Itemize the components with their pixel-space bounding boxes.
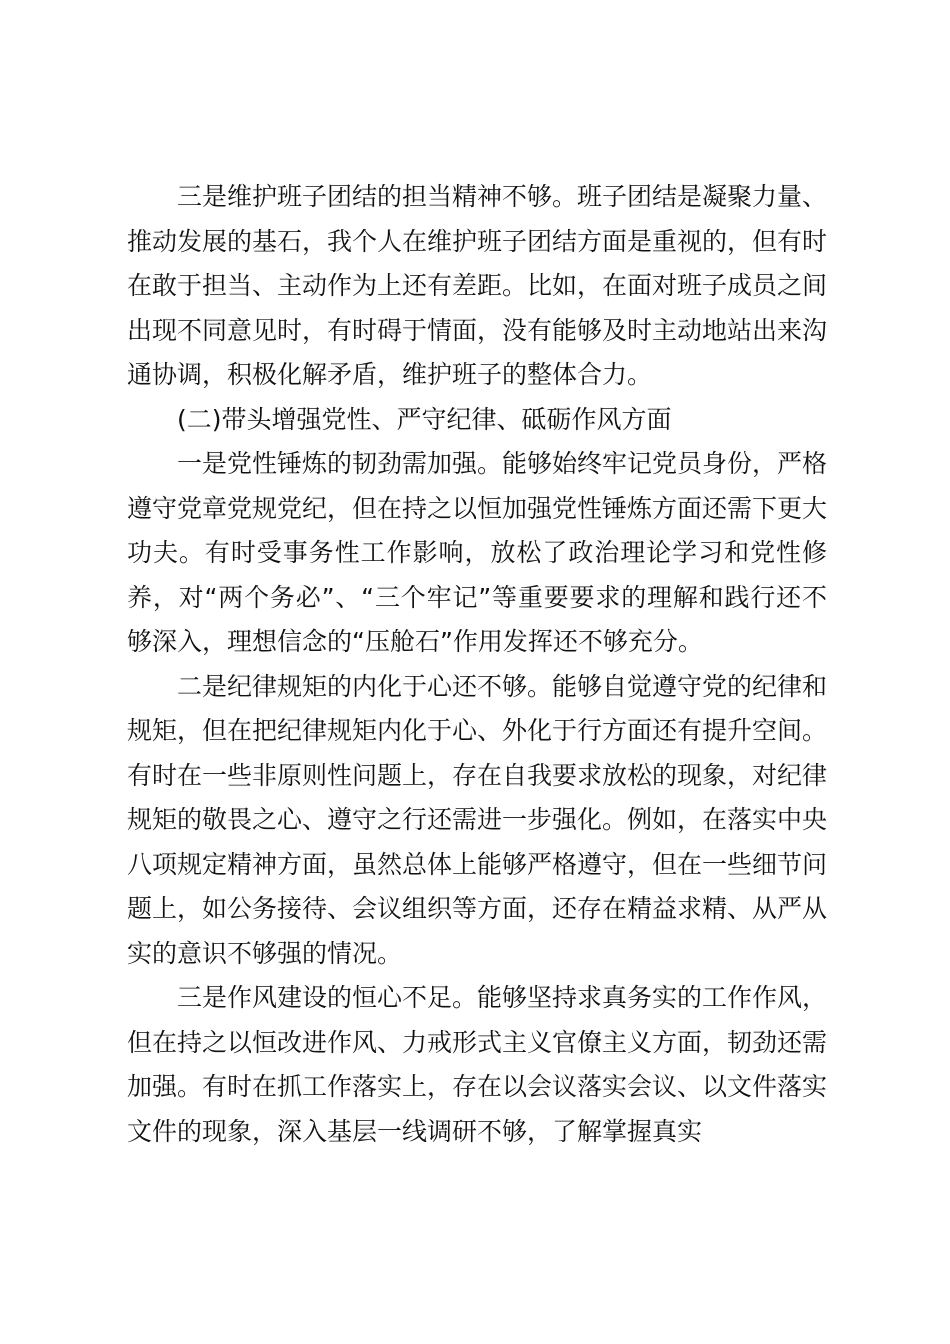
section-heading: (二)带头增强党性、严守纪律、砥砺作风方面 xyxy=(177,404,672,434)
paragraph-jilv: 二是纪律规矩的内化于心还不够。能够自觉遵守党的纪律和规矩，但在把纪律规矩内化于心、外化于行方面还有提升空间。有时在一些非原则性问题上，存在自我要求放松的现象，对纪律规矩的敬畏之心、遵守之行还需进一步强化。例如，在落实中央八项规定精神方面，虽然总体上能够严格遵守，但在一些细节问题上，如公务接待、会议组织等方面，还存在精益求精、从严从实的意识不够强的情况。 xyxy=(127,671,828,968)
paragraph-zuofeng: 三是作风建设的恒心不足。能够坚持求真务实的工作作风，但在持之以恒改进作风、力戒形式主义官僚主义方面，韧劲还需加强。有时在抓工作落实上，存在以会议落实会议、以文件落实文件的现象，深入基层一线调研不够，了解掌握真实 xyxy=(127,983,828,1146)
paragraph-banzi-tuanjie: 三是维护班子团结的担当精神不够。班子团结是凝聚力量、推动发展的基石，我个人在维护班子团结方面是重视的，但有时在敢于担当、主动作为上还有差距。比如，在面对班子成员之间出现不同意见时，有时碍于情面，没有能够及时主动地站出来沟通协调，积极化解矛盾，维护班子的整体合力。 xyxy=(127,182,828,389)
paragraph-dangxing: 一是党性锤炼的韧劲需加强。能够始终牢记党员身份，严格遵守党章党规党纪，但在持之以恒加强党性锤炼方面还需下更大功夫。有时受事务性工作影响，放松了政治理论学习和党性修养，对“两个务必”、“三个牢记”等重要要求的理解和践行还不够深入，理想信念的“压舱石”作用发挥还不够充分。 xyxy=(127,449,828,656)
document-body xyxy=(127,175,827,1154)
